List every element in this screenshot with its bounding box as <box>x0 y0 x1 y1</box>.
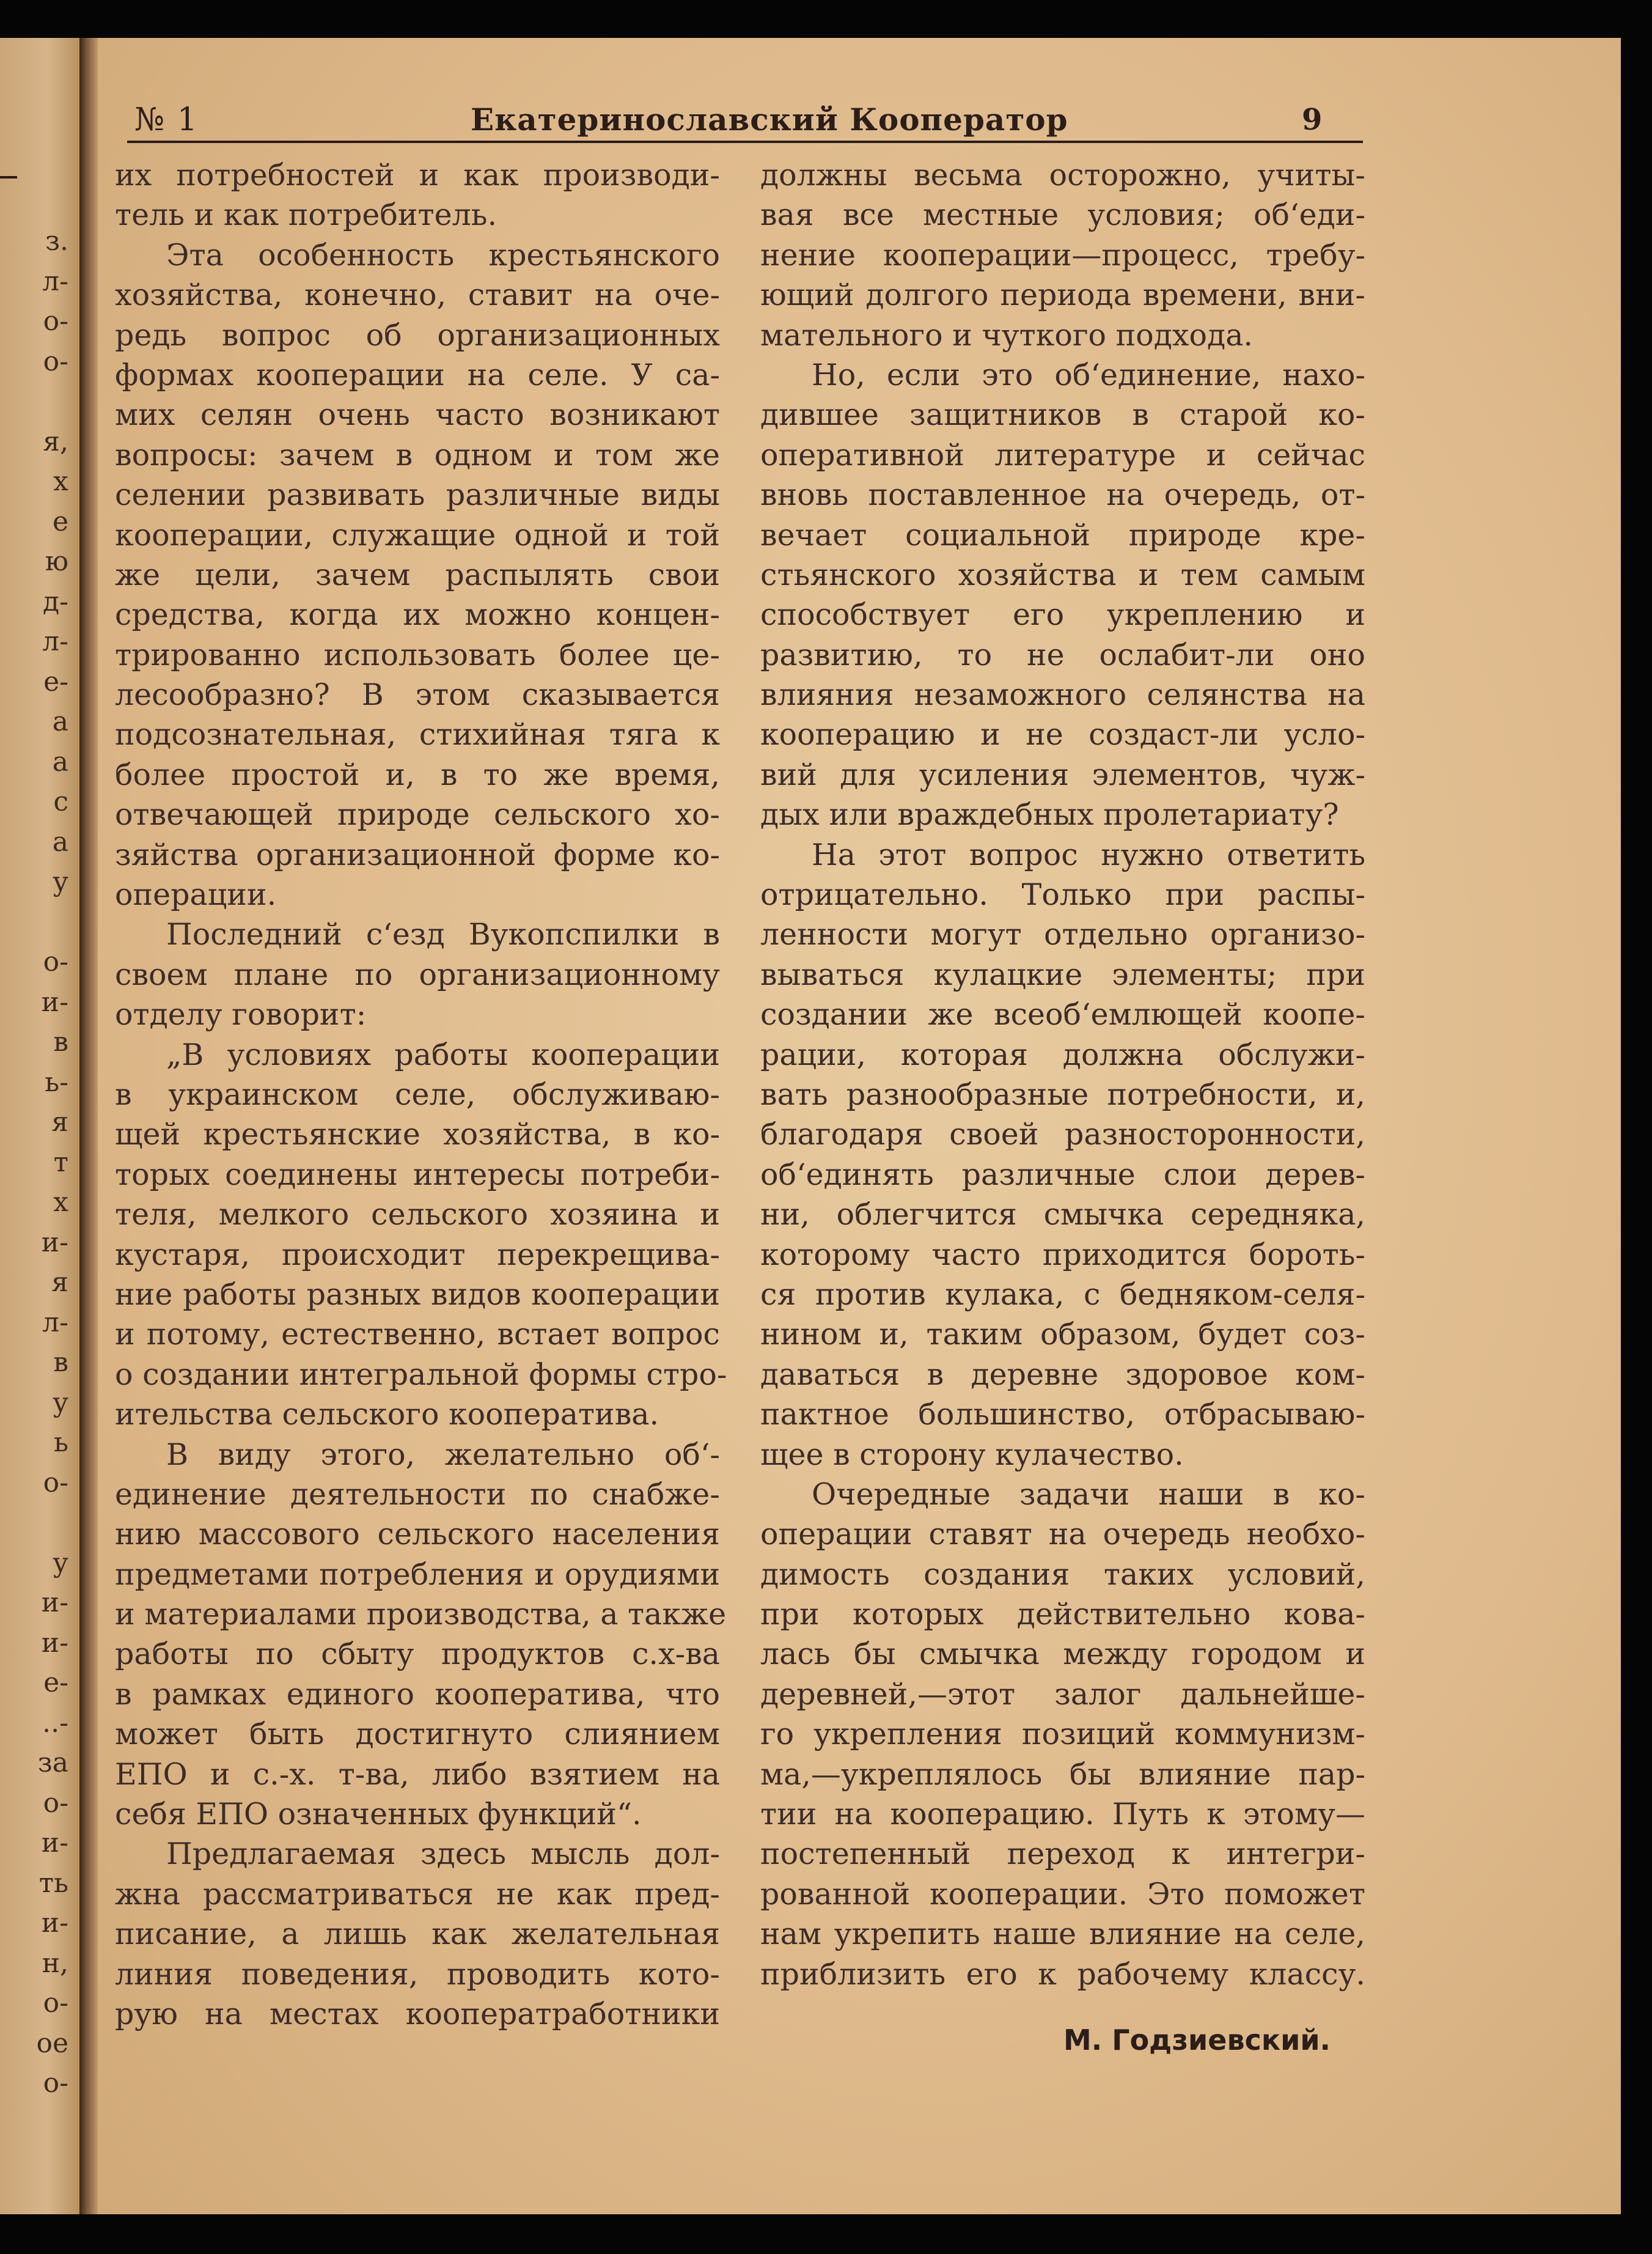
text-line: вываться кулацкие элементы; при <box>760 957 1365 992</box>
previous-page-fragment: я <box>51 1267 68 1298</box>
text-line: нию массового сельского населения <box>115 1517 720 1552</box>
text-line: единение деятельности по снабже- <box>115 1476 720 1512</box>
text-line: пактное большинство, отбрасываю- <box>760 1397 1365 1432</box>
text-line: трированно использовать более це- <box>115 637 720 672</box>
text-line: На этот вопрос нужно ответить <box>812 837 1365 872</box>
previous-page-fragment: ь- <box>45 1066 68 1098</box>
text-line: нение кооперации—процесс, требу- <box>760 237 1365 273</box>
previous-page-fragment: ое <box>36 2027 68 2059</box>
text-line: лесообразно? В этом сказывается <box>115 677 720 713</box>
previous-page-fragment: у <box>53 1547 68 1578</box>
text-line: нином и, таким образом, будет соз- <box>760 1317 1365 1352</box>
previous-page-fragment: е- <box>43 666 68 698</box>
previous-page-fragment: и- <box>41 1587 68 1618</box>
previous-page-fragment: и- <box>41 1827 68 1858</box>
previous-page-fragment: с <box>53 786 68 817</box>
previous-page-fragment: ть <box>39 1867 68 1899</box>
previous-page-fragment: и- <box>41 986 68 1018</box>
text-line: вновь поставленное на очередь, от- <box>760 477 1365 513</box>
text-line: подсознательная, стихийная тяга к <box>115 717 720 753</box>
text-line: тель и как потребитель. <box>115 197 497 233</box>
text-line: тии на кооперацию. Путь к этому— <box>760 1797 1365 1832</box>
text-line: при которых действительно кова- <box>760 1597 1365 1632</box>
text-line: их потребностей и как производи- <box>115 158 720 193</box>
previous-page-fragment: а <box>52 826 68 858</box>
previous-page-fragment <box>7 381 68 422</box>
text-line: Очередные задачи наши в ко- <box>812 1476 1365 1512</box>
previous-page-fragment: т <box>53 1146 68 1178</box>
text-line: более простой и, в то же время, <box>115 757 720 792</box>
text-line: мательного и чуткого подхода. <box>760 317 1254 353</box>
text-line: приблизить его к рабочему классу. <box>760 1956 1365 1992</box>
text-line: го укрепления позиций коммунизм- <box>760 1717 1365 1752</box>
previous-page-fragment: за <box>37 1747 68 1778</box>
previous-page-fragment <box>7 902 68 943</box>
previous-page-fragment: о- <box>43 946 68 978</box>
previous-page-fragment: у <box>53 866 68 897</box>
text-line: кооперацию и не создаст-ли усло- <box>760 717 1365 753</box>
text-line: хозяйства, конечно, ставит на оче- <box>115 278 720 313</box>
text-line: операции ставят на очередь необхо- <box>760 1517 1365 1552</box>
previous-page-header-rule <box>0 176 17 179</box>
text-line: дившее защитников в старой ко- <box>760 397 1365 433</box>
text-line: дых или враждебных пролетариату? <box>760 797 1339 833</box>
previous-page-fragment: з. <box>45 226 68 257</box>
text-line: оперативной литературе и сейчас <box>760 437 1365 473</box>
previous-page-fragment: в <box>53 1347 68 1378</box>
text-line: и материалами производства, а также <box>115 1597 727 1632</box>
previous-page-fragment: л- <box>42 1306 68 1338</box>
text-line: которому часто приходится бороть- <box>760 1237 1365 1272</box>
text-line: торых соединены интересы потреби- <box>115 1157 720 1192</box>
text-line: и потому, естественно, встает вопрос <box>115 1317 720 1352</box>
previous-page-fragment: а <box>52 746 68 778</box>
previous-page-fragment: в <box>53 1026 68 1058</box>
previous-page-fragment: о- <box>43 1467 68 1498</box>
text-line: кооперации, служащие одной и той <box>115 517 720 553</box>
text-line: ся против кулака, с бедняком-селя- <box>760 1276 1365 1312</box>
text-line: мих селян очень часто возникают <box>115 397 720 433</box>
previous-page-fragment: о- <box>43 345 68 377</box>
text-line: отделу говорит: <box>115 997 367 1033</box>
text-line: щей крестьянские хозяйства, в ко- <box>115 1117 720 1152</box>
text-line: может быть достигнуто слиянием <box>115 1717 720 1752</box>
text-line: деревней,—этот залог дальнейше- <box>760 1676 1365 1712</box>
text-line: ма,—укреплялось бы влияние пар- <box>760 1756 1365 1792</box>
text-line: нам укрепить наше влияние на селе, <box>760 1917 1365 1952</box>
previous-page-fragment: ю <box>45 546 68 577</box>
previous-page-fragment: у <box>53 1387 68 1418</box>
previous-page-fragment: и- <box>41 1907 68 1939</box>
page-number: 9 <box>1302 103 1323 137</box>
text-line: средства, когда их можно концен- <box>115 597 720 633</box>
text-line: селении развивать различные виды <box>115 477 720 513</box>
previous-page-fragment: а <box>52 706 68 737</box>
text-line: Последний с‘езд Вукопспилки в <box>166 917 720 952</box>
previous-page-fragment: ь <box>54 1427 68 1458</box>
previous-page-fragment: л- <box>42 626 68 657</box>
text-line: лась бы смычка между городом и <box>760 1637 1365 1672</box>
text-line: В виду этого, желательно об‘- <box>166 1437 720 1472</box>
text-line: рованной кооперации. Это поможет <box>760 1876 1365 1912</box>
text-line: рую на местах кооператработники <box>115 1996 720 2031</box>
text-line: ющий долгого периода времени, вни- <box>760 278 1365 313</box>
text-line: линия поведения, проводить кото- <box>115 1956 720 1992</box>
previous-page-fragment: д- <box>43 586 68 617</box>
text-line: Но, если это об‘единение, нахо- <box>812 357 1365 392</box>
text-line: ительства сельского кооператива. <box>115 1397 659 1432</box>
text-line: вопросы: зачем в одном и том же <box>115 437 720 473</box>
journal-title: Екатеринославский Кооператор <box>471 101 1068 138</box>
text-line: о создании интегральной формы стро- <box>115 1357 727 1392</box>
text-line: димость создания таких условий, <box>760 1556 1365 1592</box>
scan-border-right <box>1621 0 1652 2254</box>
previous-page-fragment: л- <box>42 265 68 297</box>
text-line: вий для усиления элементов, чуж- <box>760 757 1365 792</box>
text-line: отвечающей природе сельского хо- <box>115 797 720 833</box>
header-rule <box>127 141 1363 143</box>
text-line: в украинском селе, обслуживаю- <box>115 1077 720 1112</box>
previous-page-fragment: х <box>53 1187 68 1218</box>
text-line: должны весьма осторожно, учиты- <box>760 158 1365 193</box>
text-line: кустаря, происходит перекрещива- <box>115 1237 720 1272</box>
text-line: создании же всеоб‘емлющей коопе- <box>760 997 1365 1033</box>
text-line: вая все местные условия; об‘еди- <box>760 197 1365 233</box>
issue-number: № 1 <box>134 101 199 138</box>
text-line: же цели, зачем распылять свои <box>115 557 720 592</box>
scan-border-top <box>0 0 1652 38</box>
text-line: ние работы разных видов кооперации <box>115 1276 720 1312</box>
text-line: вать разнообразные потребности, и, <box>760 1077 1365 1112</box>
text-line: работы по сбыту продуктов с.х-ва <box>115 1637 720 1672</box>
text-line: щее в сторону кулачество. <box>760 1437 1184 1472</box>
text-line: операции. <box>115 877 277 913</box>
previous-page-fragment: о- <box>43 2068 68 2099</box>
previous-page-edge <box>0 38 79 2214</box>
text-column-right <box>760 155 1365 1994</box>
previous-page-fragment: о- <box>43 1787 68 1819</box>
previous-page-fragment: и- <box>41 1226 68 1258</box>
text-line: влияния незаможного селянства на <box>760 677 1365 713</box>
text-line: предметами потребления и орудиями <box>115 1556 720 1592</box>
text-line: ленности могут отдельно организо- <box>760 917 1365 952</box>
scan-border-bottom <box>0 2214 1652 2254</box>
previous-page-fragment: н, <box>42 1947 68 1979</box>
text-line: жна рассматриваться не как пред- <box>115 1876 720 1912</box>
text-line: ни, облегчится смычка середняка, <box>760 1197 1365 1232</box>
text-line: своем плане по организационному <box>115 957 720 992</box>
text-line: писание, а лишь как желательная <box>115 1917 720 1952</box>
text-line: зяйства организационной форме ко- <box>115 837 720 872</box>
previous-page-fragment: о- <box>43 1987 68 2019</box>
text-line: способствует его укреплению и <box>760 597 1365 633</box>
previous-page-fragment: ..- <box>42 1707 68 1739</box>
text-line: Эта особенность крестьянского <box>166 237 720 273</box>
previous-page-fragment: е- <box>43 1667 68 1698</box>
previous-page-fragment: е <box>52 506 68 537</box>
text-line: Предлагаемая здесь мысль дол- <box>166 1836 720 1872</box>
text-line: ЕПО и с.-х. т-ва, либо взятием на <box>115 1756 720 1792</box>
text-line: в рамках единого кооператива, что <box>115 1676 720 1712</box>
text-line: вечает социальной природе кре- <box>760 517 1365 553</box>
text-line: даваться в деревне здоровое ком- <box>760 1357 1365 1392</box>
previous-page-text-fragments <box>7 221 68 2104</box>
text-line: развитию, то не ослабит-ли оно <box>760 637 1365 672</box>
text-column-left <box>115 155 727 2034</box>
text-line: об‘единять различные слои дерев- <box>760 1157 1365 1192</box>
previous-page-fragment: и- <box>41 1627 68 1659</box>
previous-page-fragment: х <box>53 466 68 497</box>
text-line: рации, которая должна обслужи- <box>760 1037 1365 1072</box>
text-line: постепенный переход к интегри- <box>760 1836 1365 1872</box>
text-line: себя ЕПО означенных функций“. <box>115 1797 642 1832</box>
previous-page-fragment: я <box>51 1107 68 1138</box>
text-line: отрицательно. Только при распы- <box>760 877 1365 913</box>
text-line: благодаря своей разносторонности, <box>760 1117 1365 1152</box>
text-line: „В условиях работы кооперации <box>166 1037 720 1072</box>
text-line: редь вопрос об организационных <box>115 317 720 353</box>
text-line: стьянского хозяйства и тем самым <box>760 557 1365 592</box>
text-line: теля, мелкого сельского хозяина и <box>115 1197 720 1232</box>
previous-page-fragment: о- <box>43 306 68 337</box>
book-gutter <box>79 38 98 2214</box>
author-signature: М. Годзиевский. <box>1063 2024 1331 2057</box>
text-line: формах кооперации на селе. У са- <box>115 357 720 392</box>
previous-page-fragment: я, <box>43 425 68 457</box>
previous-page-fragment <box>7 1503 68 1543</box>
